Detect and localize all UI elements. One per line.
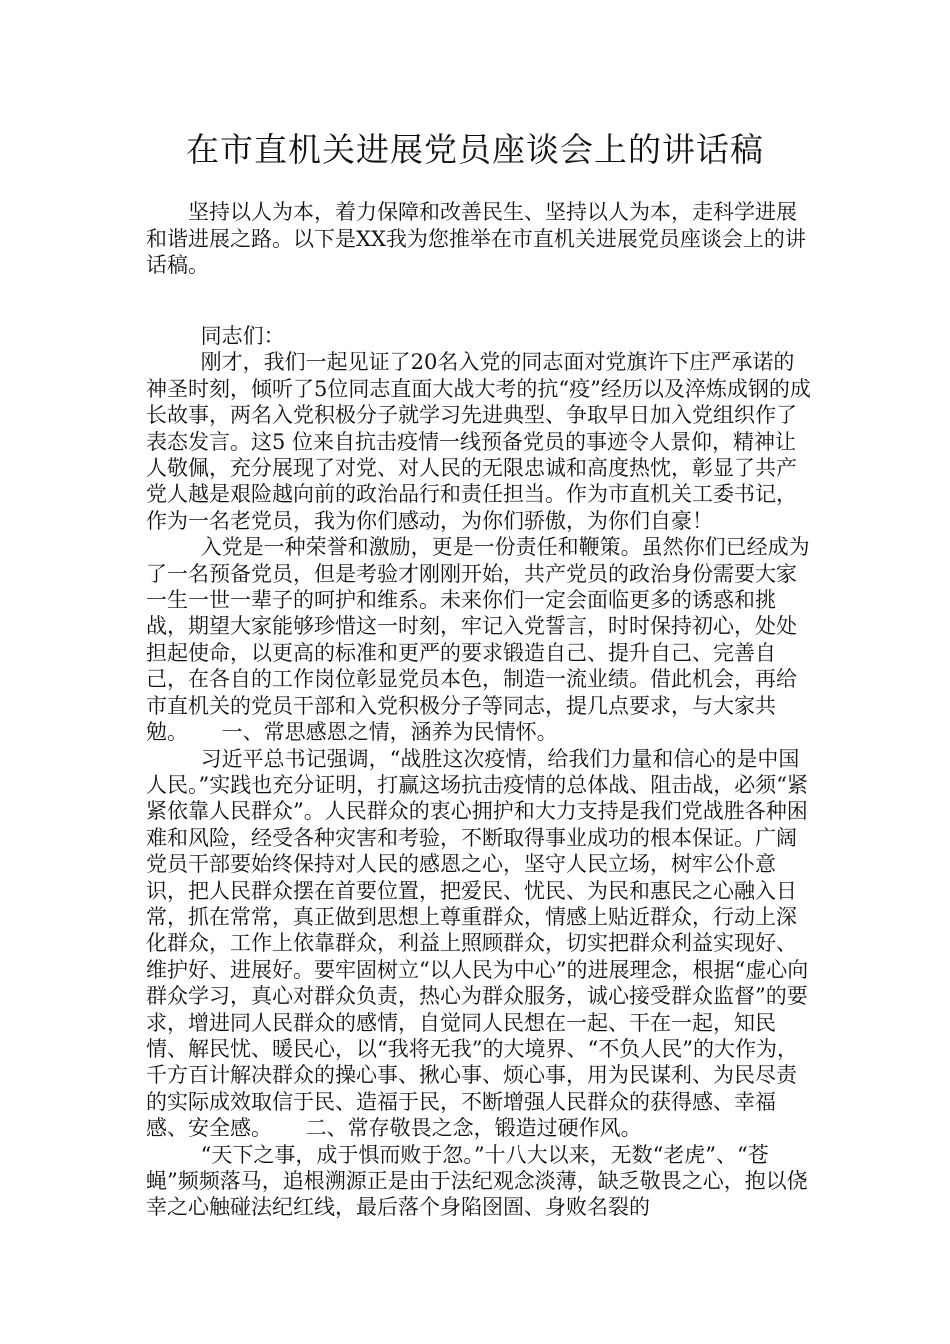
speech-body	[146, 323, 814, 1221]
paragraph-text: 习近平总书记强调，“战胜这次疫情，给我们力量和信心的是中国人民。”实践也充分证明，打赢这场抗击疫情的总体战、阻击战，必须“紧紧依靠人民群众”。人民群众的衷心拥护和大力支持是我们党战胜各种困难和风险，经受各种灾害和考验，不断取得事业成功的根本保证。广阔党员干部要始终保持对人民的感恩之心，坚守人民立场，树牢公仆意识，把人民群众摆在首要位置，把爱民、忧民、为民和惠民之心融入日常，抓在常常，真正做到思想上尊重群众，情感上贴近群众，行动上深化群众，工作上依靠群众，利益上照顾群众，切实把群众利益实现好、维护好、进展好。要牢固树立“以人民为中心”的进展理念，根据“虚心向群众学习，真心对群众负责，热心为群众服务，诚心接受群众监督”的要求，增进同人民群众的感情，自觉同人民想在一起、干在一起，知民情、解民忧、暖民心，以“我将无我”的大境界、“不负人民”的大作为，千方百计解决群众的操心事、揪心事、烦心事，用为民谋利、为民尽责的实际成效取信于民、造福于民，不断增强人民群众的获得感、幸福感、安全感。	[146, 746, 809, 1141]
body-paragraph	[146, 349, 814, 534]
section-heading: 一、常思感恩之情，涵养为民情怀。	[221, 720, 558, 745]
body-paragraph	[146, 746, 814, 1142]
paragraph-text: “天下之事，成于惧而败于忽。”十八大以来，无数“老虎”、“苍蝇”频频落马，追根溯源正是由于法纪观念淡薄，缺乏敬畏之心，抱以侥幸之心触碰法纪红线，最后落个身陷囹圄、身败名裂的	[146, 1142, 808, 1220]
intro-paragraph: 坚持以人为本，着力保障和改善民生、坚持以人为本，走科学进展和谐进展之路。以下是XX我为您推举在市直机关进展党员座谈会上的讲话稿。	[146, 200, 806, 277]
paragraph-text: 刚才，我们一起见证了20名入党的同志面对党旗许下庄严承诺的神圣时刻，倾听了5位同志直面大战大考的抗“疫”经历以及淬炼成钢的成长故事，两名入党积极分子就学习先进典型、争取早日加入党组织作了表态发言。这5 位来自抗击疫情一线预备党员的事迹令人景仰，精神让人敬佩，充分展现了对党、对人民的无限忠诚和高度热忱，彰显了共产党人越是艰险越向前的政治品行和责任担当。作为市直机关工委书记，作为一名老党员，我为你们感动，为你们骄傲，为你们自豪！	[146, 350, 811, 533]
salutation: 同志们：	[200, 324, 285, 348]
section-heading: 二、常存敬畏之念，锻造过硬作风。	[305, 1116, 642, 1141]
body-paragraph	[146, 1142, 814, 1221]
document-title: 在市直机关进展党员座谈会上的讲话稿	[186, 130, 764, 169]
body-paragraph	[146, 534, 814, 745]
paragraph-text: 入党是一种荣誉和激励，更是一份责任和鞭策。虽然你们已经成为了一名预备党员，但是考验才刚刚开始，共产党员的政治身份需要大家一生一世一辈子的呵护和维系。未来你们一定会面临更多的诱惑和挑战，期望大家能够珍惜这一时刻，牢记入党誓言，时时保持初心，处处担起使命，以更高的标准和更严的要求锻造自己、提升自己、完善自己，在各自的工作岗位彰显党员本色，制造一流业绩。借此机会，再给市直机关的党员干部和入党积极分子等同志，提几点要求，与大家共勉。	[146, 535, 810, 745]
